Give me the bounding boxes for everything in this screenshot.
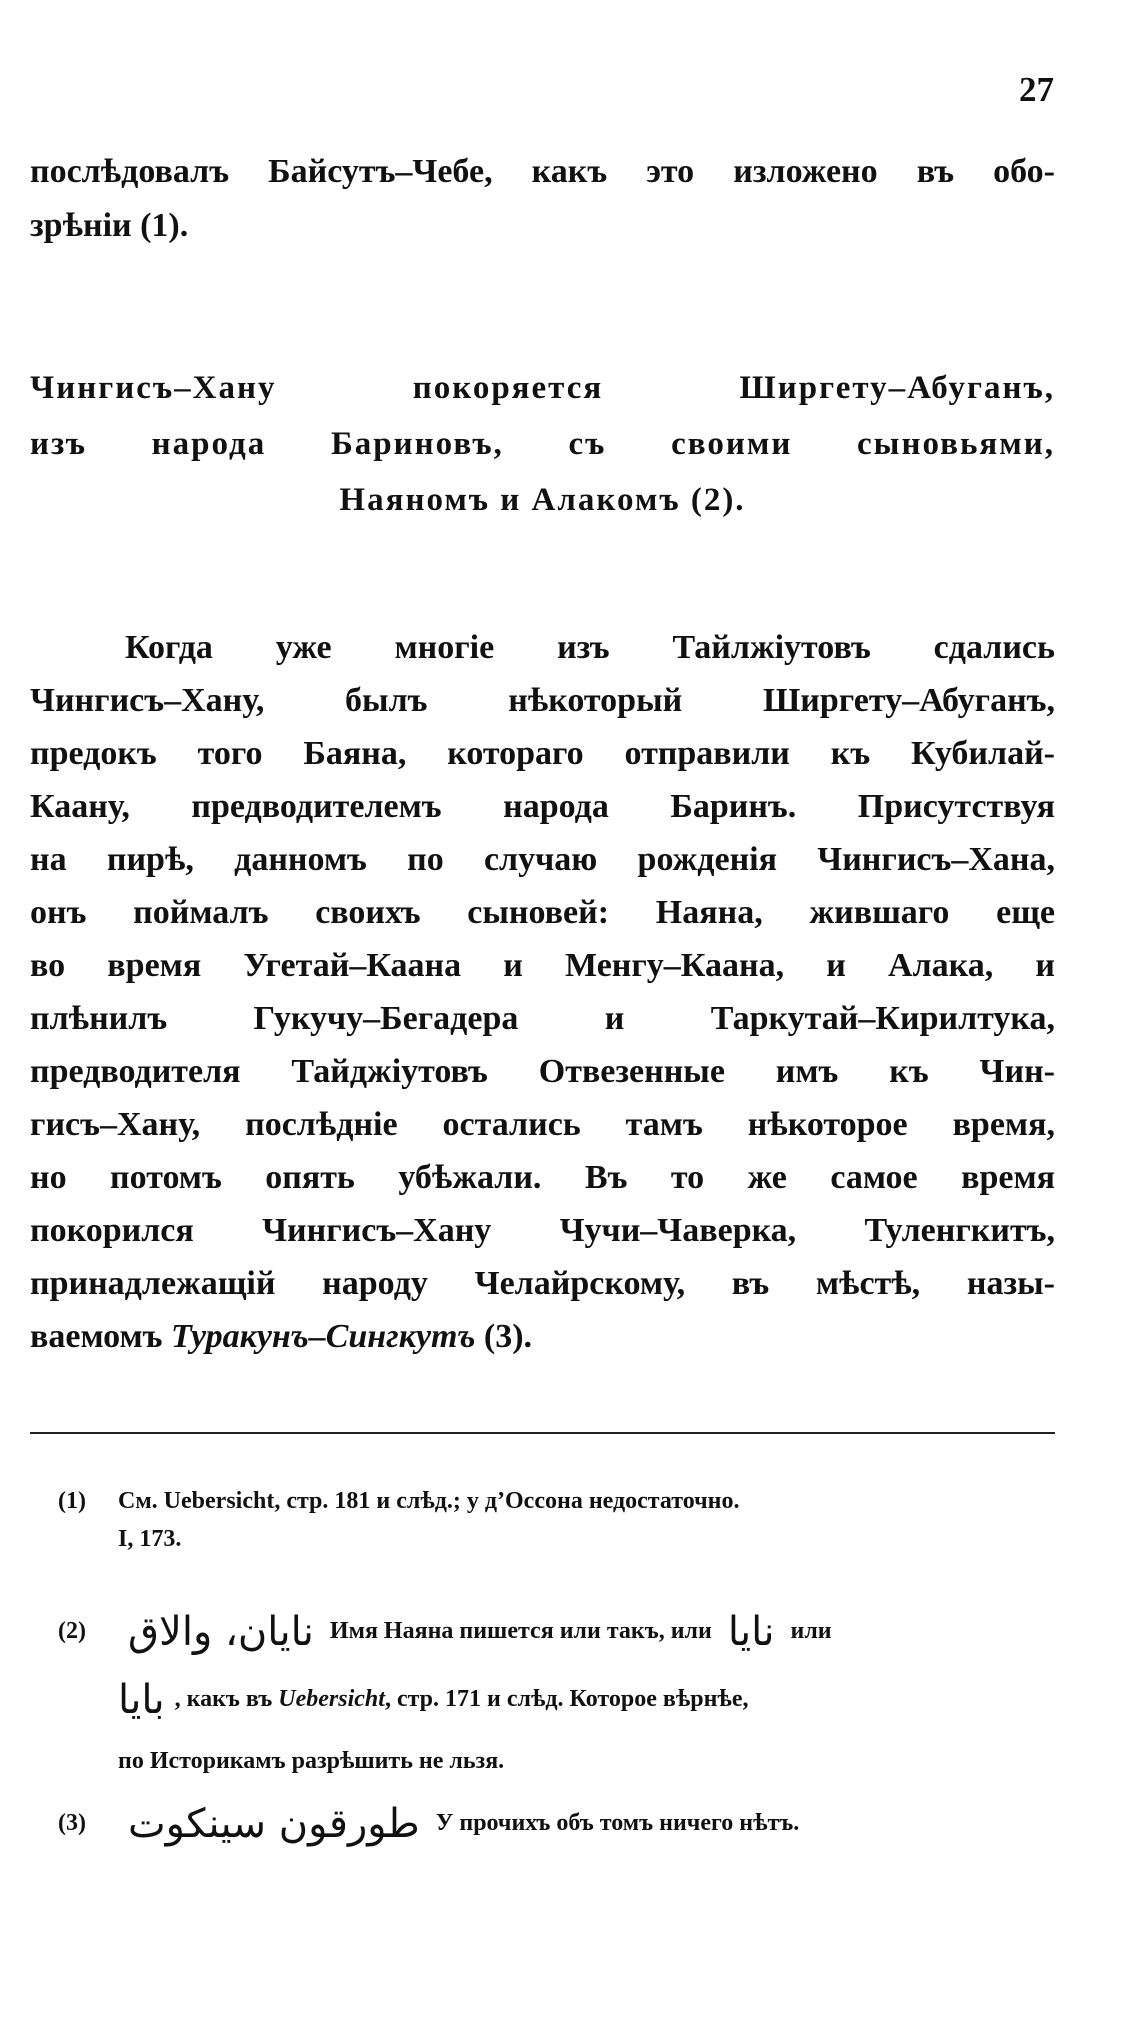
footnote-3-marker: (3) [58, 1810, 86, 1836]
body-line-9: предводителя Тайджіутовъ Отвезенные имъ къ Чин- [30, 1053, 1055, 1090]
section-heading-line-2: изъ народа Бариновъ, съ своими сыновьями, [30, 426, 1055, 462]
footnote-2-italic: Uebersicht [278, 1686, 385, 1712]
body-line-12: покорился Чингисъ–Хану Чучи–Чаверка, Туленгкитъ, [30, 1212, 1055, 1249]
footnote-1-continuation: I, 173. [118, 1526, 182, 1552]
body-line-6: онъ поймалъ своихъ сыновей: Наяна, жившаго еще [30, 894, 1055, 931]
body-last-line-start: ваемомъ [30, 1318, 171, 1355]
footnote-2-line-3: по Историкамъ разрѣшить не льзя. [118, 1748, 505, 1774]
body-line-3: предокъ того Баяна, котораго отправили къ Кубилай- [30, 735, 1055, 772]
body-line-10: гисъ–Хану, послѣдніе остались тамъ нѣкоторое время, [30, 1106, 1055, 1143]
footnote-2-marker: (2) [58, 1618, 86, 1644]
body-line-2: Чингисъ–Хану, былъ нѣкоторый Ширгету–Абуганъ, [30, 682, 1055, 719]
footnote-2-text-2a: , какъ въ [174, 1686, 279, 1712]
footnote-3-text: У прочихъ объ томъ ничего нѣтъ. [429, 1810, 800, 1836]
footnote-2-arabic-3: بايا [118, 1677, 165, 1724]
footnote-2 [58, 1609, 1056, 1656]
body-line-8: плѣнилъ Гукучу–Бегадера и Таркутай–Кирилтука, [30, 1000, 1055, 1037]
footnote-1-text: См. Uebersicht, стр. 181 и слѣд.; у д’Оссона недостаточно. [118, 1488, 740, 1514]
page-number: 27 [1019, 70, 1054, 109]
intro-line-2: зрѣніи (1). [30, 207, 189, 244]
body-line-13: принадлежащій народу Челайрскому, въ мѣстѣ, назы- [30, 1265, 1055, 1302]
footnote-divider [30, 1432, 1055, 1434]
body-line-14 [30, 1317, 1055, 1357]
footnote-3-arabic: طورقون سينكوت [128, 1801, 420, 1848]
footnote-2-arabic-2: نايا [727, 1609, 775, 1656]
footnote-2-text-1-end: или [784, 1618, 832, 1644]
footnote-1 [58, 1484, 1056, 1518]
footnote-2-text-2b: , стр. 171 и слѣд. Которое вѣрнѣе, [384, 1686, 749, 1712]
body-line-7: во время Угетай–Каана и Менгу–Каана, и Алака, и [30, 947, 1055, 984]
footnote-2-text-1: Имя Наяна пишется или такъ, или [323, 1618, 718, 1644]
footnote-3 [58, 1801, 1056, 1848]
body-line-4: Каану, предводителемъ народа Баринъ. Присутствуя [30, 788, 1055, 825]
body-line-5: на пирѣ, данномъ по случаю рожденія Чингисъ–Хана, [30, 841, 1055, 878]
footnote-2-arabic-1: نايان، والاق [128, 1609, 314, 1656]
intro-line-1: послѣдовалъ Байсутъ–Чебе, какъ это изложено въ обо- [30, 153, 1055, 190]
body-last-line-end: (3). [475, 1318, 533, 1355]
footnote-2-line-2 [58, 1677, 1056, 1724]
body-line-11: но потомъ опять убѣжали. Въ то же самое время [30, 1159, 1055, 1196]
footnote-1-marker: (1) [58, 1488, 86, 1514]
section-heading-line-3: Наяномъ и Алакомъ (2). [339, 482, 746, 518]
body-line-1: Когда уже многіе изъ Тайлжіутовъ сдались [125, 629, 1055, 666]
section-heading-line-1: Чингисъ–Хану покоряется Ширгету–Абуганъ, [30, 370, 1055, 406]
place-name: Туракунъ–Сингкутъ [171, 1318, 476, 1355]
